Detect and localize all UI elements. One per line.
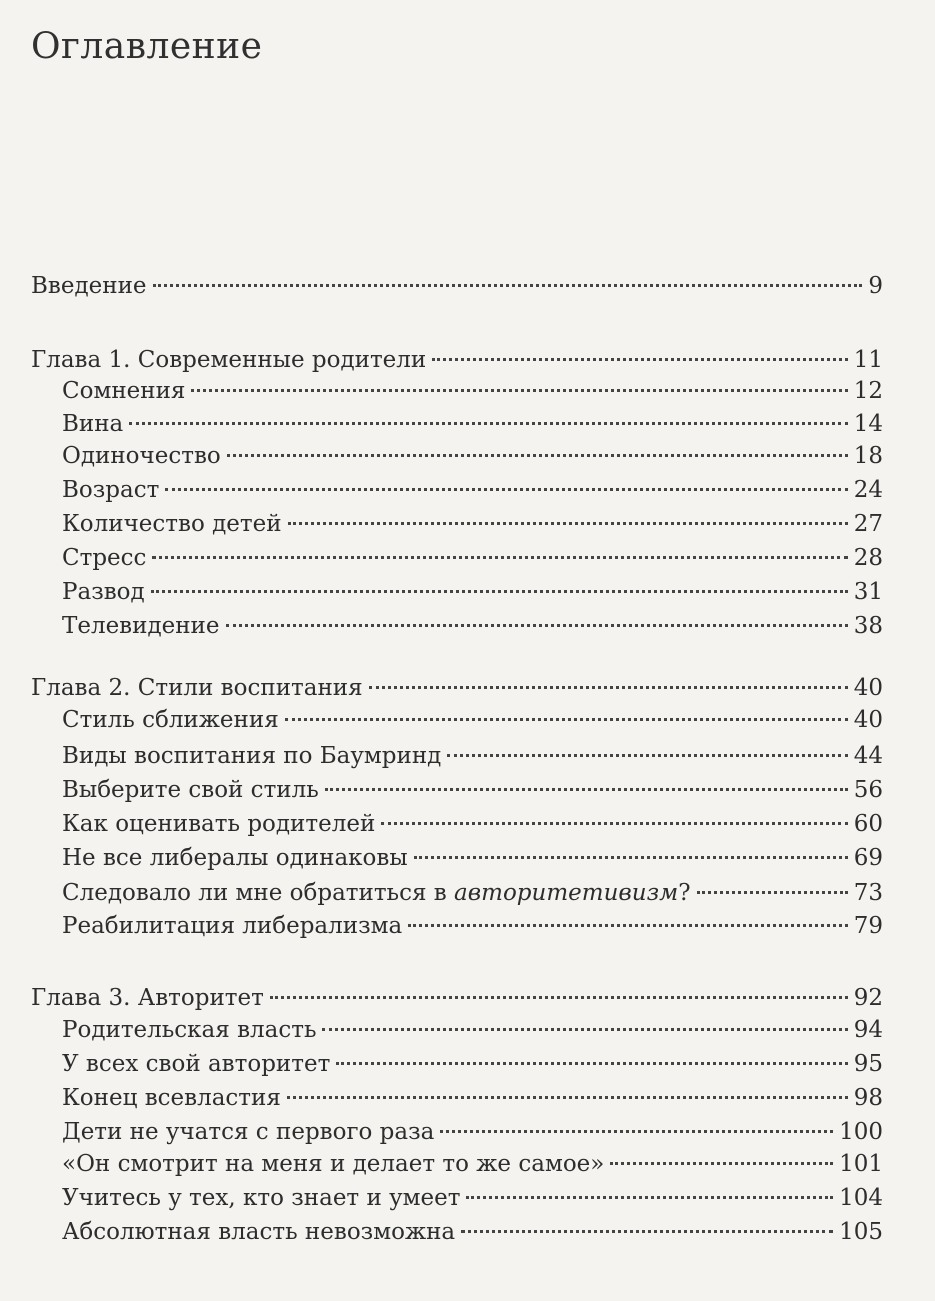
toc-entry-title: Родительская власть [62,1017,317,1043]
toc-entry-title: Дети не учатся с первого раза [62,1119,435,1145]
toc-entry [62,1214,883,1250]
toc-page-number: 98 [853,1085,883,1111]
toc-chapter [31,268,883,304]
dot-leader [152,556,847,559]
toc-entry [62,1146,883,1182]
dot-leader [226,624,848,627]
toc-page-number: 94 [853,1017,883,1043]
toc-page-number: 31 [853,579,883,605]
toc-entry [62,772,883,808]
dot-leader [466,1196,833,1199]
dot-leader [432,358,847,361]
toc-entry-title: Конец всевластия [62,1085,281,1111]
toc-page-number: 11 [853,347,883,373]
dot-leader [440,1130,833,1133]
toc-entry-title-italic: авторитетивизм [454,880,679,906]
dot-leader [381,822,847,825]
toc-page-number: 24 [853,477,883,503]
dot-leader [227,454,848,457]
toc-entry [62,1180,883,1216]
toc-page-number: 60 [853,811,883,837]
dot-leader [191,389,847,392]
toc-entry [62,574,883,610]
toc-page-number: 9 [868,273,883,299]
toc-page-number: 38 [853,613,883,639]
toc-entry [62,908,883,944]
toc-page-number: 40 [853,707,883,733]
toc-entry-title: Развод [62,579,145,605]
toc-chapter [31,980,883,1016]
toc-entry-title: Введение [31,273,147,299]
toc-entry-title: Как оценивать родителей [62,811,376,837]
toc-entry [62,373,883,409]
dot-leader [322,1028,847,1031]
toc-entry [62,840,883,876]
toc-page-number: 18 [853,443,883,469]
toc-entry-title: Глава 1. Современные родители [31,347,427,373]
dot-leader [270,996,848,999]
dot-leader [165,488,847,491]
toc-page-number: 95 [853,1051,883,1077]
toc-entry [62,608,883,644]
toc-entry [62,1080,883,1116]
dot-leader [129,422,847,425]
toc-page-number: 101 [839,1151,883,1177]
dot-leader [408,924,848,927]
toc-page-number: 27 [853,511,883,537]
toc-entry [62,1046,883,1082]
toc-page-number: 100 [839,1119,883,1145]
page-title: Оглавление [31,26,263,67]
dot-leader [697,891,848,894]
toc-entry-title: Стиль сближения [62,707,279,733]
toc-entry [62,875,883,911]
toc-page-number: 104 [839,1185,883,1211]
toc-page-number: 40 [853,675,883,701]
toc-entry-title: Учитесь у тех, кто знает и умеет [62,1185,461,1211]
toc-entry-title: Телевидение [62,613,220,639]
toc-entry [62,472,883,508]
toc-entry [62,738,883,774]
dot-leader [414,856,848,859]
toc-entry-title: Абсолютная власть невозможна [62,1219,456,1245]
toc-entry-title: Сомнения [62,378,186,404]
toc-page-number: 73 [853,880,883,906]
toc-entry-title: Возраст [62,477,160,503]
dot-leader [336,1062,847,1065]
dot-leader [610,1162,833,1165]
toc-entry [62,806,883,842]
toc-page-number: 69 [853,845,883,871]
dot-leader [288,522,848,525]
toc-entry-title: Одиночество [62,443,221,469]
toc-entry [62,406,883,442]
toc-entry-title: Выберите свой стиль [62,777,319,803]
toc-page-number: 79 [853,913,883,939]
dot-leader [325,788,848,791]
toc-entry [62,1012,883,1048]
dot-leader [151,590,848,593]
toc-entry [62,1114,883,1150]
toc-entry-title: Количество детей [62,511,282,537]
dot-leader [461,1230,833,1233]
toc-page-number: 14 [853,411,883,437]
dot-leader [285,718,848,721]
toc-page-number: 92 [853,985,883,1011]
toc-entry-title: У всех свой авторитет [62,1051,331,1077]
toc-page-number: 28 [853,545,883,571]
toc-entry [62,438,883,474]
toc-entry-title: Глава 2. Стили воспитания [31,675,363,701]
toc-page-number: 56 [853,777,883,803]
toc-entry-title: Следовало ли мне обратиться в авторитетивизм? [62,880,691,906]
toc-entry-title: «Он смотрит на меня и делает то же самое» [62,1151,605,1177]
toc-page-number: 105 [839,1219,883,1245]
toc-entry [62,506,883,542]
dot-leader [369,686,848,689]
dot-leader [153,284,863,287]
toc-entry-title: Реабилитация либерализма [62,913,403,939]
toc-entry-title: Глава 3. Авторитет [31,985,264,1011]
dot-leader [447,754,847,757]
toc-entry-title: Не все либералы одинаковы [62,845,408,871]
toc-page-number: 44 [853,743,883,769]
toc-entry-title: Стресс [62,545,147,571]
toc-entry-title: Вина [62,411,124,437]
toc-chapter [31,670,883,706]
toc-entry [62,540,883,576]
dot-leader [287,1096,848,1099]
toc-page-number: 12 [853,378,883,404]
toc-entry-title: Виды воспитания по Баумринд [62,743,442,769]
toc-entry [62,702,883,738]
